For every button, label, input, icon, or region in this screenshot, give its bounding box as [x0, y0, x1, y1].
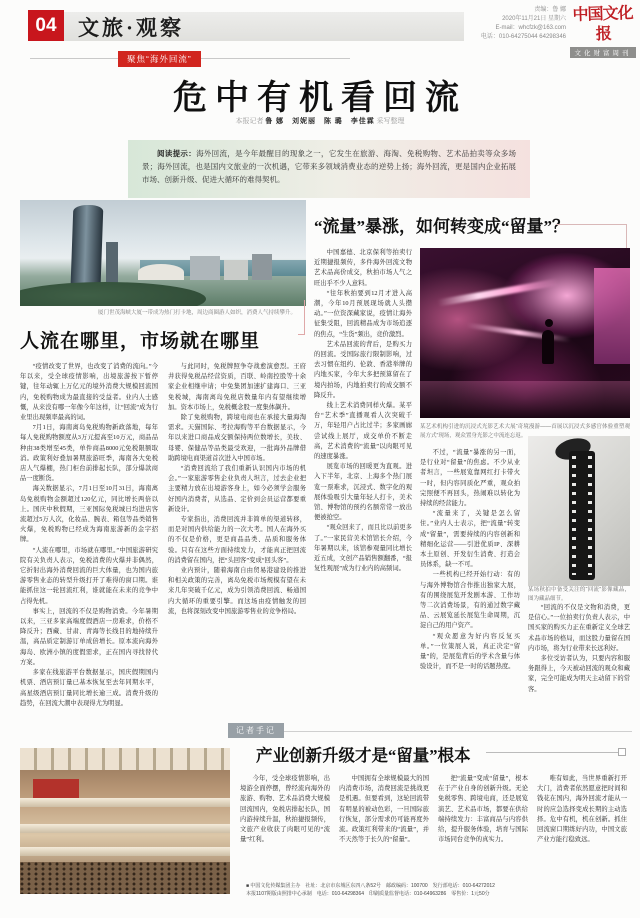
paragraph: 除了免税购物，跨境电商也在承接大量海淘需求。天猫国际、考拉海购等平台数据显示，今年以来进口商品成交额保持两位数增长，美妆、母婴、保健品等品类最受欢迎，一批海外品牌借助跨境电商渠道首次进入中国市场。 [168, 414, 306, 462]
lead-text [142, 147, 516, 186]
building-shape [252, 254, 272, 280]
notes-headline-rule [486, 752, 618, 753]
floor-band-shape [20, 824, 230, 833]
date-line: 2020年11月21日 星期六 [502, 16, 566, 22]
building-shape [190, 256, 220, 280]
film-holes [588, 456, 592, 575]
masthead [570, 5, 636, 58]
notes-column-2 [339, 774, 429, 890]
tower-shape [106, 242, 118, 284]
film-strip-shape [569, 451, 596, 580]
right-article-headline: “流量”暴涨，如何转变成“留量”？ [314, 217, 569, 236]
email-line: E-mail：whcfzk@163.com [495, 25, 566, 31]
dome-building-shape [138, 264, 184, 280]
paragraph: 多位受访者认为，只要内容和服务跟得上，今天被动回流的观众和藏家，完全可能成为明天主动留下的常客。 [528, 655, 630, 693]
mall-photo [20, 748, 230, 894]
paragraph: 唯有如此，当世界重新打开大门，消费者依然愿意把时间和钱花在国内，海外回流才能从一时的应急选择变成长期的主动选择。危中有机，机在创新。抓住回流窗口期练好内功，中国文旅产业方能行稳致远。 [537, 775, 627, 844]
paragraph: 中国拥有全球规模最大的国内消费市场，消费回流是挑战更是机遇。但要看到，这轮回流带有明显的被动色彩，一旦国际旅行恢复，部分需求仍可能再度外流。政策红利带来的“流量”，并不天然等于长久的“留量”。 [339, 775, 429, 844]
notes-column-1 [240, 774, 330, 890]
paragraph: 与此同时，免税牌照争夺战愈演愈烈。王府井获得免税品经营资质，百联、岭南控股等十余家企业相继申请；中免集团加速扩建海口、三亚免税城，海南离岛免税店数量年内有望继续增加。资本市场上，免税概念股一度集体飙升。 [168, 363, 306, 411]
building-shape [224, 260, 248, 280]
left-article-headline: 人流在哪里，市场就在哪里 [20, 331, 261, 352]
byline-prefix: 本报记者 [235, 117, 264, 125]
paragraph: 今年，受全球疫情影响，出境游全面停摆，曾经流向海外的旅游、购物、艺术品消费大规模回流国内，免税店排起长队，国内游持续升温，秋拍捷报频传，文旅产业收获了肉眼可见的“流量”红利。 [240, 775, 330, 844]
skylight-shape [20, 748, 230, 770]
immersive-photo-caption: 某艺术机构引进的沉浸式光影艺术大展“奇境漫游——首展以沉浸式多感官体验重塑观展方式”现场，观众置身光影之中流连忘返。 [420, 424, 630, 439]
paragraph: “回流的不仅是文物和消费，更是信心。”一位拍卖行负责人表示，中国买家的购买力正在重新定义全球艺术品市场的格局，而这股力量留在国内市场，将为行业带来长远利好。 [528, 604, 630, 652]
paragraph: 一些机构已经开始行动：有的与海外博物馆合作推出独家大展，有的围绕展览开发剧本游、工作坊等二次消费场景，有的通过数字藏品、云展览延长展览生命周期，沉淀自己的用户资产。 [420, 571, 520, 630]
paragraph: 不过，“流量”暴涨的另一面，是行业对“留量”的焦虑。不少从业者坦言，一些展览靠网红打卡带火一时，但内容同质化严重，观众拍完照便不再回头，热闹难以转化为持续的经营能力。 [420, 449, 520, 508]
floor-band-shape [20, 798, 230, 807]
paragraph: “疫情改变了世界，也改变了消费的流向。”今年以来，受全球疫情影响，出境旅游按下暂停键，往年动辄上万亿元的境外消费大规模回流国内，免税购物成为最直接的受益者。业内人士感慨，从来没有哪一年像今年这样，让“回流”成为行业里出现频率最高的词。 [20, 363, 158, 422]
paragraph: 多家在线旅游平台数据显示，国庆假期国内机票、酒店预订量已基本恢复至去年同期水平，高星级酒店预订量同比增长逾三成。消费升级的趋势，在回流大潮中表现得尤为明显。 [20, 669, 158, 707]
paragraph: “流量来了，关键是怎么留住。”业内人士表示，把“流量”转变成“留量”，需要持续的内容创新和精细化运营——引进优质IP、深耕本土原创、开发衍生消费、打造会员体系，缺一不可。 [420, 510, 520, 569]
paragraph: 业内预计，随着海南自由贸易港建设的推进和相关政策的完善，离岛免税市场规模有望在未来几年突破千亿元，成为引领消费回流、畅通国内大循环的重要引擎。而这场由疫情触发的回流，也将深刻改变中国旅游零售业的竞争格局。 [168, 567, 306, 615]
right-article-column-3 [528, 436, 630, 736]
projection-screen-shape [594, 268, 630, 363]
paragraph: 事实上，回流的不仅是购物消费。今年暑期以来，三亚多家高端度假酒店一房难求，价格不降反升；西藏、甘肃、青海等长线目的地持续升温，高品质定制游订单成倍增长。原本流向海外海岛、欧洲小镇的度假需求，正在国内寻找替代方案。 [20, 607, 158, 666]
light-streak-shape [466, 322, 571, 342]
phone-line: 电话：010-64275044 64298346 [480, 34, 566, 40]
floor-band-shape [20, 847, 230, 856]
page-footer [246, 883, 634, 898]
paragraph: 艺术品回流的背后，是购买力的回流。受国际旅行限制影响，过去习惯在纽约、伦敦、香港举牌的内地买家，今年大多把预算留在了境内拍场，内地拍卖行的成交额不降反升。 [314, 340, 412, 399]
byline-names: 鲁 娜 刘妮丽 陈 璐 李佳霖 [265, 117, 375, 125]
notes-rule [240, 731, 632, 732]
paragraph: 展览市场的回暖更为直观。进入下半年，北京、上海多个热门展览一票难求，沉浸式、数字化的观展体验吸引大量年轻人打卡，美术馆、博物馆的预约名额常常一放出便被抢空。 [314, 463, 412, 522]
focus-tag: 聚焦“海外回流” [118, 51, 201, 67]
visitor-silhouette [542, 330, 554, 364]
paragraph: “观众回来了，而且比以前更多了。”一家民营美术馆馆长介绍，今年暑期以来，该馆参观量同比增长近五成，文创产品销售额翻番，“报复性观展”成为行业内的高频词。 [314, 524, 412, 573]
byline [0, 116, 640, 126]
city-photo [20, 200, 306, 306]
paragraph: “往年秋拍要到12月才进入高潮，今年10月预展现场就人头攒动。”一位资深藏家说，疫情让海外征集受阻，回流精品成为市场追逐的焦点，“生货”频出，竞价激烈。 [314, 289, 412, 338]
film-strip-photo [528, 436, 630, 586]
notes-tag: 记者手记 [228, 723, 284, 738]
notes-column-4 [537, 774, 627, 890]
notes-column-3 [438, 774, 528, 890]
footer-line-2: 本报1107期版由照排中心承制 电话：010-64298364 印刷质量监督电话：010-64963286 零售价：1元50分 [246, 890, 490, 897]
light-streak-shape [437, 278, 558, 306]
footer-line-1: ■ 中国文化传媒集团主办 社址：北京市东城区东四八条52号 邮政编码：100700 发行部电话：010-64272012 [246, 883, 495, 889]
visitor-silhouette-head [545, 319, 553, 327]
lead-body: 海外回流，是今年最醒目的现象之一，它发生在旅游、海淘、免税购物、艺术品拍卖等众多场景；海外回流，也是国内文旅业的一次机遇，它带来多领域消费业态的逆势上扬；海外回流，更是国内企业拓展市场、创新升级、促进大循环的难得契机。 [142, 149, 517, 184]
spiral-tower-shape [71, 205, 104, 285]
editor-line: 责编：鲁 娜 [534, 7, 566, 13]
paragraph: 海关数据显示，7月1日至10月31日，海南离岛免税购物金额超过120亿元，同比增长两倍以上。国庆中秋假期，三亚国际免税城日均进店客流超过5万人次，化妆品、腕表、箱包等品类销售火爆，免税购物已经成为海南旅游新的金字招牌。 [20, 485, 158, 544]
crowd-shape [20, 862, 230, 894]
masthead-subtitle: 文化财富周刊 [570, 47, 636, 58]
paragraph: “消费回流给了我们重新认识国内市场的机会。”一家旅游零售企业负责人坦言，过去企业把主要精力放在出境游客身上，如今必须学会服务好国内消费者，从选品、定价到会员运营都要重新设计。 [168, 465, 306, 513]
rule-end-square [618, 748, 626, 756]
city-photo-caption: 厦门世茂海峡大厦一带成为热门打卡地，周边商圈游人如织，消费人气持续攀升。 [97, 310, 296, 316]
main-headline: 危中有机看回流 [173, 80, 467, 117]
paragraph: “人流在哪里，市场就在哪里。”中国旅游研究院有关负责人表示，免税消费的火爆并非偶然，它折射出海外消费回流的巨大体量，也为国内旅游零售业态的转型升级打开了难得的窗口期。谁能抓住这一轮回流红利，谁就能在未来的竞争中占得先机。 [20, 546, 158, 605]
masthead-logo: 中国文化报 [572, 4, 633, 44]
page-number: 04 [28, 10, 64, 41]
storefront-shape [33, 779, 79, 798]
notes-headline: 产业创新升级才是“留量”根本 [256, 746, 471, 765]
paragraph: “观众愿意为好内容反复买单。”一位策展人说，真正决定“留量”的，是展览背后的学术含量与体验设计，而不是一时的话题热度。 [420, 632, 520, 671]
lead-label: 阅读提示： [157, 149, 197, 158]
section-title: 文旅·观察 [78, 15, 185, 40]
paragraph: 把“流量”变成“留量”，根本在于产业自身的创新升级。无论免税零售、跨境电商，还是展览演艺、艺术品市场，都要在供给端持续发力：丰富商品与内容供给，提升服务体验，培育与国际市场同台竞争的真实力。 [438, 775, 528, 844]
left-article-column-1 [20, 362, 158, 736]
header-info [402, 6, 566, 42]
lead-box [128, 140, 530, 198]
headline-bracket-rule [556, 224, 627, 249]
left-article-column-2 [168, 362, 306, 736]
floor-reflection-shape [420, 381, 630, 418]
film-photo-caption: 某场秋拍中备受关注的“回流”影像藏品，图为藏品细节。 [528, 587, 630, 602]
right-article-column-2 [420, 448, 520, 736]
byline-suffix: 采写整理 [376, 117, 405, 125]
foreground-green-shape [20, 282, 206, 306]
paragraph: 7月1日，海南离岛免税购物新政落地，每年每人免税购物额度从3万元提高至10万元，商品品种由38类增至45类，单件商品8000元免税限额取消。政策利好叠加暑期旅游旺季，海南各大免税店人气爆棚，热门柜台前排起长队，部分爆款商品一度断货。 [20, 424, 158, 483]
paragraph: 线上艺术消费同样火爆。某平台“艺术季”直播观看人次突破千万，年轻用户占比过半；多家画廊尝试线上展厅，成交单价不断走高，艺术消费的“流量”以肉眼可见的速度暴涨。 [314, 402, 412, 461]
right-article-column-1 [314, 248, 412, 736]
film-holes [572, 456, 576, 575]
paragraph: 中国嘉德、北京保利等拍卖行近期捷报频传，多件海外回流文物艺术品高价成交，秋拍市场人气之旺出乎不少人意料。 [314, 249, 412, 287]
immersive-exhibition-photo [420, 248, 630, 418]
paragraph: 专家指出，消费回流并非简单的渠道转移，而是对国内供给能力的一次大考。国人在海外买的不仅是价格，更是商品品类、品质和服务体验。只有在这些方面持续发力，才能真正把回流的消费留在国内，把“头回客”变成“回头客”。 [168, 516, 306, 564]
